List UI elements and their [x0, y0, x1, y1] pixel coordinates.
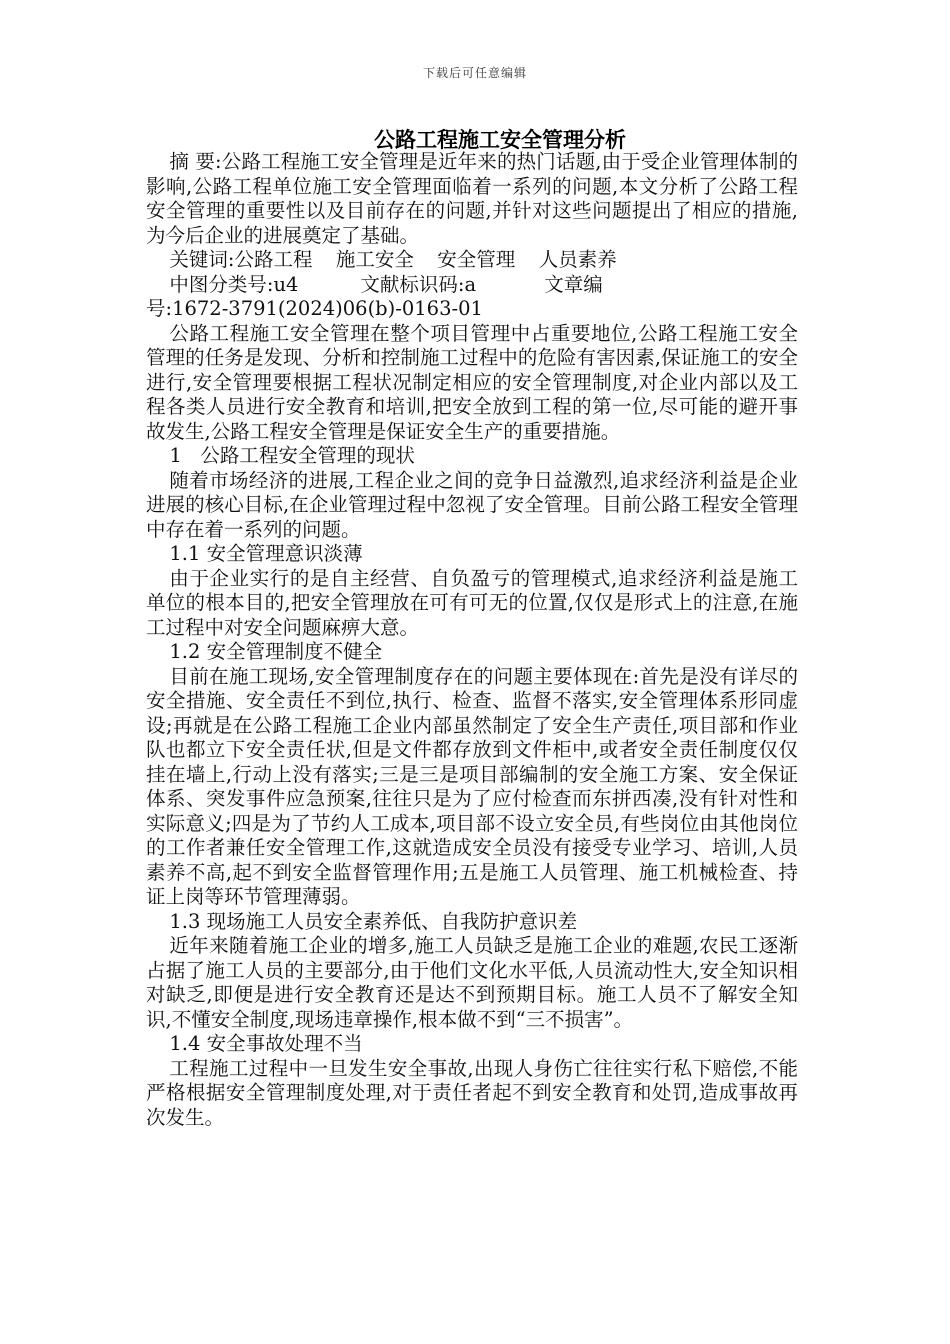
subsection-paragraph: 目前在施工现场,安全管理制度存在的问题主要体现在:首先是没有详尽的安全措施、安全责任不到位,执行、检查、监督不落实,安全管理体系形同虚设;再就是在公路工程施工企业内部虽然制定了安全生产责任,项目部和作业队也都立下安全责任状,但是文件都存放到文件柜中,或者安全责任制度仅仅挂在墙上,行动上没有落实;三是三是项目部编制的安全施工方案、安全保证体系、突发事件应急预案,往往只是为了应付检查而东拼西凑,没有针对性和实际意义;四是为了节约人工成本,项目部不设立安全员,有些岗位由其他岗位的工作者兼任安全管理工作,这就造成安全员没有接受专业学习、培训,人员素养不高,起不到安全监督管理作用;五是施工人员管理、施工机械检查、持证上岗等环节管理薄弱。 [146, 664, 798, 908]
subsection-paragraph: 工程施工过程中一旦发生安全事故,出现人身伤亡往往实行私下赔偿,不能严格根据安全管理制度处理,对于责任者起不到安全教育和处罚,造成事故再次发生。 [146, 1056, 798, 1129]
classification-line: 中图分类号:u4 文献标识码:a 文章编 [169, 272, 603, 296]
document-title: 公路工程施工安全管理分析 [374, 127, 626, 152]
section-heading: 1 公路工程安全管理的现状 [169, 444, 415, 467]
keyword: 安全管理 [437, 248, 516, 271]
subsection-heading: 1.1 安全管理意识淡薄 [169, 542, 363, 565]
keywords-line [146, 248, 798, 273]
keyword: 公路工程 [234, 248, 313, 271]
subsection-paragraph: 近年来随着施工企业的增多,施工人员缺乏是施工企业的难题,农民工逐渐占据了施工人员的主要部分,由于他们文化水平低,人员流动性大,安全知识相对缺乏,即便是进行安全教育还是达不到预期目标。施工人员不了解安全知识,不懂安全制度,现场违章操作,根本做不到“三不损害”。 [146, 934, 798, 1031]
keyword: 人员素养 [538, 248, 617, 271]
keywords-label: 关键词: [169, 248, 235, 271]
abstract-paragraph: 摘 要:公路工程施工安全管理是近年来的热门话题,由于受企业管理体制的影响,公路工程单位施工安全管理面临着一系列的问题,本文分析了公路工程安全管理的重要性以及目前存在的问题,并针对这些问题提出了相应的措施,为今后企业的进展奠定了基础。 [146, 150, 798, 247]
article-number-line: 号:1672-3791(2024)06(b)-0163-01 [146, 297, 483, 320]
section-paragraph: 随着市场经济的进展,工程企业之间的竞争日益激烈,追求经济利益是企业进展的核心目标,在企业管理过程中忽视了安全管理。目前公路工程安全管理中存在着一系列的问题。 [146, 468, 798, 541]
download-note: 下载后可任意编辑 [422, 66, 527, 80]
keyword: 施工安全 [335, 248, 414, 271]
intro-paragraph: 公路工程施工安全管理在整个项目管理中占重要地位,公路工程施工安全管理的任务是发现、分析和控制施工过程中的危险有害因素,保证施工的安全进行,安全管理要根据工程状况制定相应的安全管理制度,对企业内部以及工程各类人员进行安全教育和培训,把安全放到工程的第一位,尽可能的避开事故发生,公路工程安全管理是保证安全生产的重要措施。 [146, 321, 798, 443]
subsection-heading: 1.2 安全管理制度不健全 [169, 640, 383, 663]
document-body [146, 150, 798, 1130]
subsection-heading: 1.3 现场施工人员安全素养低、自我防护意识差 [169, 909, 578, 933]
subsection-paragraph: 由于企业实行的是自主经营、自负盈亏的管理模式,追求经济利益是施工单位的根本目的,把安全管理放在可有可无的位置,仅仅是形式上的注意,在施工过程中对安全问题麻痹大意。 [146, 566, 798, 639]
subsection-heading: 1.4 安全事故处理不当 [169, 1032, 363, 1055]
